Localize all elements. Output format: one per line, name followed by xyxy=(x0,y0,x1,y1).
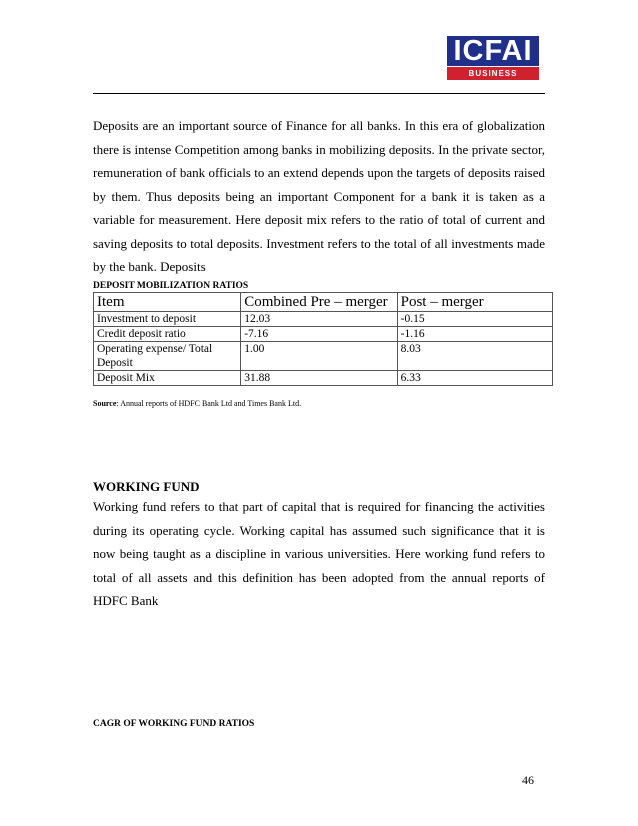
working-fund-heading: WORKING FUND xyxy=(93,479,200,494)
cell-item: Deposit Mix xyxy=(94,371,241,386)
table-row xyxy=(94,342,553,371)
table-row xyxy=(94,371,553,386)
table-row xyxy=(94,312,553,327)
logo-top-text: ICFAI xyxy=(447,36,539,66)
source-text: : Annual reports of HDFC Bank Ltd and Times Bank Ltd. xyxy=(116,399,302,408)
cell-post: -0.15 xyxy=(397,312,552,327)
intro-paragraph: Deposits are an important source of Finance for all banks. In this era of globalization there is intense Competition among banks in mobilizing deposits. In the private sector, remuneration of bank officials to an extend depends upon the targets of deposits raised by them. Thus deposits being an important Component for a bank it is taken as a variable for measurement. Here deposit mix refers to the ratio of total of current and saving deposits to total deposits. Investment refers to the total of all investments made by the bank. Deposits xyxy=(93,118,545,274)
table-caption: DEPOSIT MOBILIZATION RATIOS xyxy=(93,281,249,291)
source-note xyxy=(93,399,301,408)
cell-post: -1.16 xyxy=(397,327,552,342)
col-header-post-merger: Post – merger xyxy=(397,293,552,312)
working-fund-paragraph: Working fund refers to that part of capital that is required for financing the activities during its operating cycle. Working capital has assumed such significance that it is now being taught as a discipline in various universities. Here working fund refers to total of all assets and this definition has been adopted from the annual reports of HDFC Bank xyxy=(93,499,545,608)
source-label: Source xyxy=(93,399,117,408)
cell-pre: 31.88 xyxy=(241,371,397,386)
cagr-caption: CAGR OF WORKING FUND RATIOS xyxy=(93,719,255,729)
logo-bottom-text: BUSINESS SCHOOL xyxy=(447,67,539,80)
deposit-mobilization-table xyxy=(93,292,553,386)
header-rule xyxy=(93,93,545,94)
cell-pre: -7.16 xyxy=(241,327,397,342)
cell-pre: 12.03 xyxy=(241,312,397,327)
cell-pre: 1.00 xyxy=(241,342,397,371)
cell-post: 8.03 xyxy=(397,342,552,371)
table-header-row xyxy=(94,293,553,312)
table-row xyxy=(94,327,553,342)
cell-post: 6.33 xyxy=(397,371,552,386)
col-header-pre-merger: Combined Pre – merger xyxy=(241,293,397,312)
cell-item: Operating expense/ Total Deposit xyxy=(94,342,241,371)
icfai-logo xyxy=(447,35,539,91)
page-number: 46 xyxy=(522,773,534,787)
col-header-item: Item xyxy=(94,293,241,312)
cell-item: Investment to deposit xyxy=(94,312,241,327)
cell-item: Credit deposit ratio xyxy=(94,327,241,342)
